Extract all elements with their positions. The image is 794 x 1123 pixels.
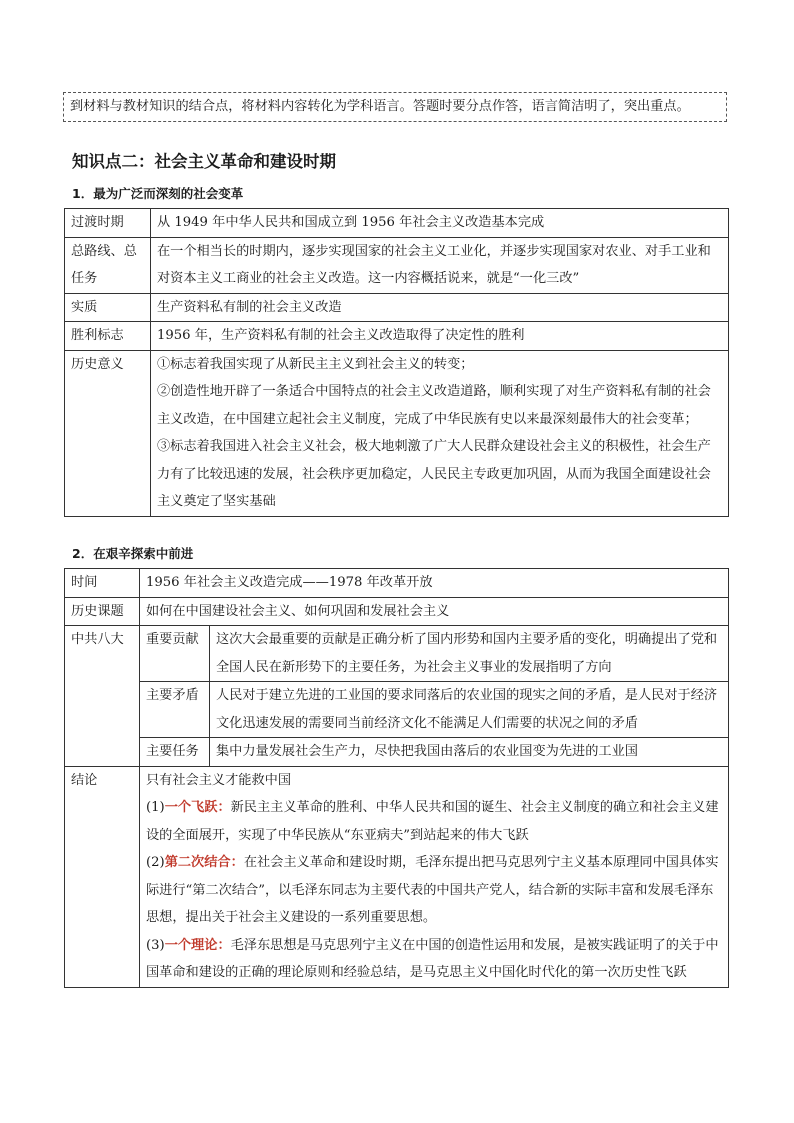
row-label: 时间 (65, 569, 140, 598)
table-row (65, 597, 729, 626)
transition-period-table (64, 208, 729, 517)
sub-label: 主要任务 (140, 738, 210, 767)
exploration-table (64, 568, 729, 988)
intro-note-text: 到材料与教材知识的结合点，将材料内容转化为学科语言。答题时要分点作答，语言简洁明了，突出重点。 (70, 99, 690, 114)
item-separator: ： (217, 937, 231, 953)
row-content: 生产资料私有制的社会主义改造 (151, 293, 729, 322)
part1-heading: 1．最为广泛而深刻的社会变革 (72, 186, 244, 201)
row-label: 胜利标志 (65, 322, 151, 351)
item-number: (1) (146, 800, 165, 815)
sub-label: 主要矛盾 (140, 682, 210, 738)
sub-content: 人民对于建立先进的工业国的要求同落后的农业国的现实之间的矛盾，是人民对于经济文化迅速发展的需要同当前经济文化不能满足人们需要的状况之间的矛盾 (210, 682, 729, 738)
row-label: 实质 (65, 293, 151, 322)
significance-item: ③标志着我国进入社会主义社会，极大地刺激了广大人民群众建设社会主义的积极性，社会生产力有了比较迅速的发展，社会秩序更加稳定，人民民主专政更加巩固，从而为我国全面建设社会主义奠定了坚实基础 (157, 439, 711, 509)
sub-content: 集中力量发展社会生产力，尽快把我国由落后的农业国变为先进的工业国 (210, 738, 729, 767)
row-content (151, 350, 729, 516)
conclusion-intro: 只有社会主义才能救中国 (146, 772, 292, 788)
conclusion-item (146, 932, 722, 987)
row-content: 1956 年社会主义改造完成——1978 年改革开放 (140, 569, 729, 598)
table-row (65, 766, 729, 987)
item-text: 在社会主义革命和建设时期，毛泽东提出把马克思列宁主义基本原理同中国具体实际进行“第二次结合”，以毛泽东同志为主要代表的中国共产党人，结合新的实际丰富和发展毛泽东思想，提出关于社会主义建设的一系列重要思想。 (146, 855, 719, 925)
table-row (65, 626, 729, 682)
item-text: 毛泽东思想是马克思列宁主义在中国的创造性运用和发展，是被实践证明了的关于中国革命和建设的正确的理论原则和经验总结，是马克思主义中国化时代化的第一次历史性飞跃 (146, 937, 719, 980)
item-number: (3) (146, 937, 165, 953)
table-row (65, 682, 729, 738)
row-label: 总路线、总任务 (65, 237, 151, 293)
item-separator: ： (217, 800, 231, 815)
row-label: 过渡时期 (65, 209, 151, 238)
row-label: 中共八大 (65, 626, 140, 767)
conclusion-item (146, 849, 722, 932)
table-row (65, 209, 729, 238)
table-row (65, 237, 729, 293)
item-separator: ： (230, 855, 244, 870)
row-content: 如何在中国建设社会主义、如何巩固和发展社会主义 (140, 597, 729, 626)
section-title: 知识点二：社会主义革命和建设时期 (72, 152, 336, 171)
row-content: 从 1949 年中华人民共和国成立到 1956 年社会主义改造基本完成 (151, 209, 729, 238)
row-label: 结论 (65, 766, 140, 987)
item-number: (2) (146, 855, 165, 870)
row-content: 在一个相当长的时期内，逐步实现国家的社会主义工业化，并逐步实现国家对农业、对手工业和对资本主义工商业的社会主义改造。这一内容概括说来，就是“一化三改” (151, 237, 729, 293)
intro-note-box (63, 92, 727, 122)
sub-label: 重要贡献 (140, 626, 210, 682)
row-content: 1956 年，生产资料私有制的社会主义改造取得了决定性的胜利 (151, 322, 729, 351)
table-row (65, 738, 729, 767)
table-row (65, 350, 729, 516)
item-keyword: 一个飞跃 (164, 800, 218, 815)
conclusion-item (146, 794, 722, 849)
table-row (65, 322, 729, 351)
conclusion-content (140, 766, 729, 987)
row-label: 历史课题 (65, 597, 140, 626)
item-text: 新民主主义革命的胜利、中华人民共和国的诞生、社会主义制度的确立和社会主义建设的全面展开，实现了中华民族从“东亚病夫”到站起来的伟大飞跃 (146, 800, 719, 843)
sub-content: 这次大会最重要的贡献是正确分析了国内形势和国内主要矛盾的变化，明确提出了党和全国人民在新形势下的主要任务，为社会主义事业的发展指明了方向 (210, 626, 729, 682)
row-label: 历史意义 (65, 350, 151, 516)
significance-item: ②创造性地开辟了一条适合中国特点的社会主义改造道路，顺利实现了对生产资料私有制的社会主义改造，在中国建立起社会主义制度，完成了中华民族有史以来最深刻最伟大的社会变革； (157, 384, 711, 427)
item-keyword: 第二次结合 (164, 855, 231, 870)
item-keyword: 一个理论 (164, 937, 218, 953)
table-row (65, 293, 729, 322)
part2-heading: 2．在艰辛探索中前进 (72, 546, 194, 561)
significance-item: ①标志着我国实现了从新民主主义到社会主义的转变； (157, 356, 474, 372)
table-row (65, 569, 729, 598)
